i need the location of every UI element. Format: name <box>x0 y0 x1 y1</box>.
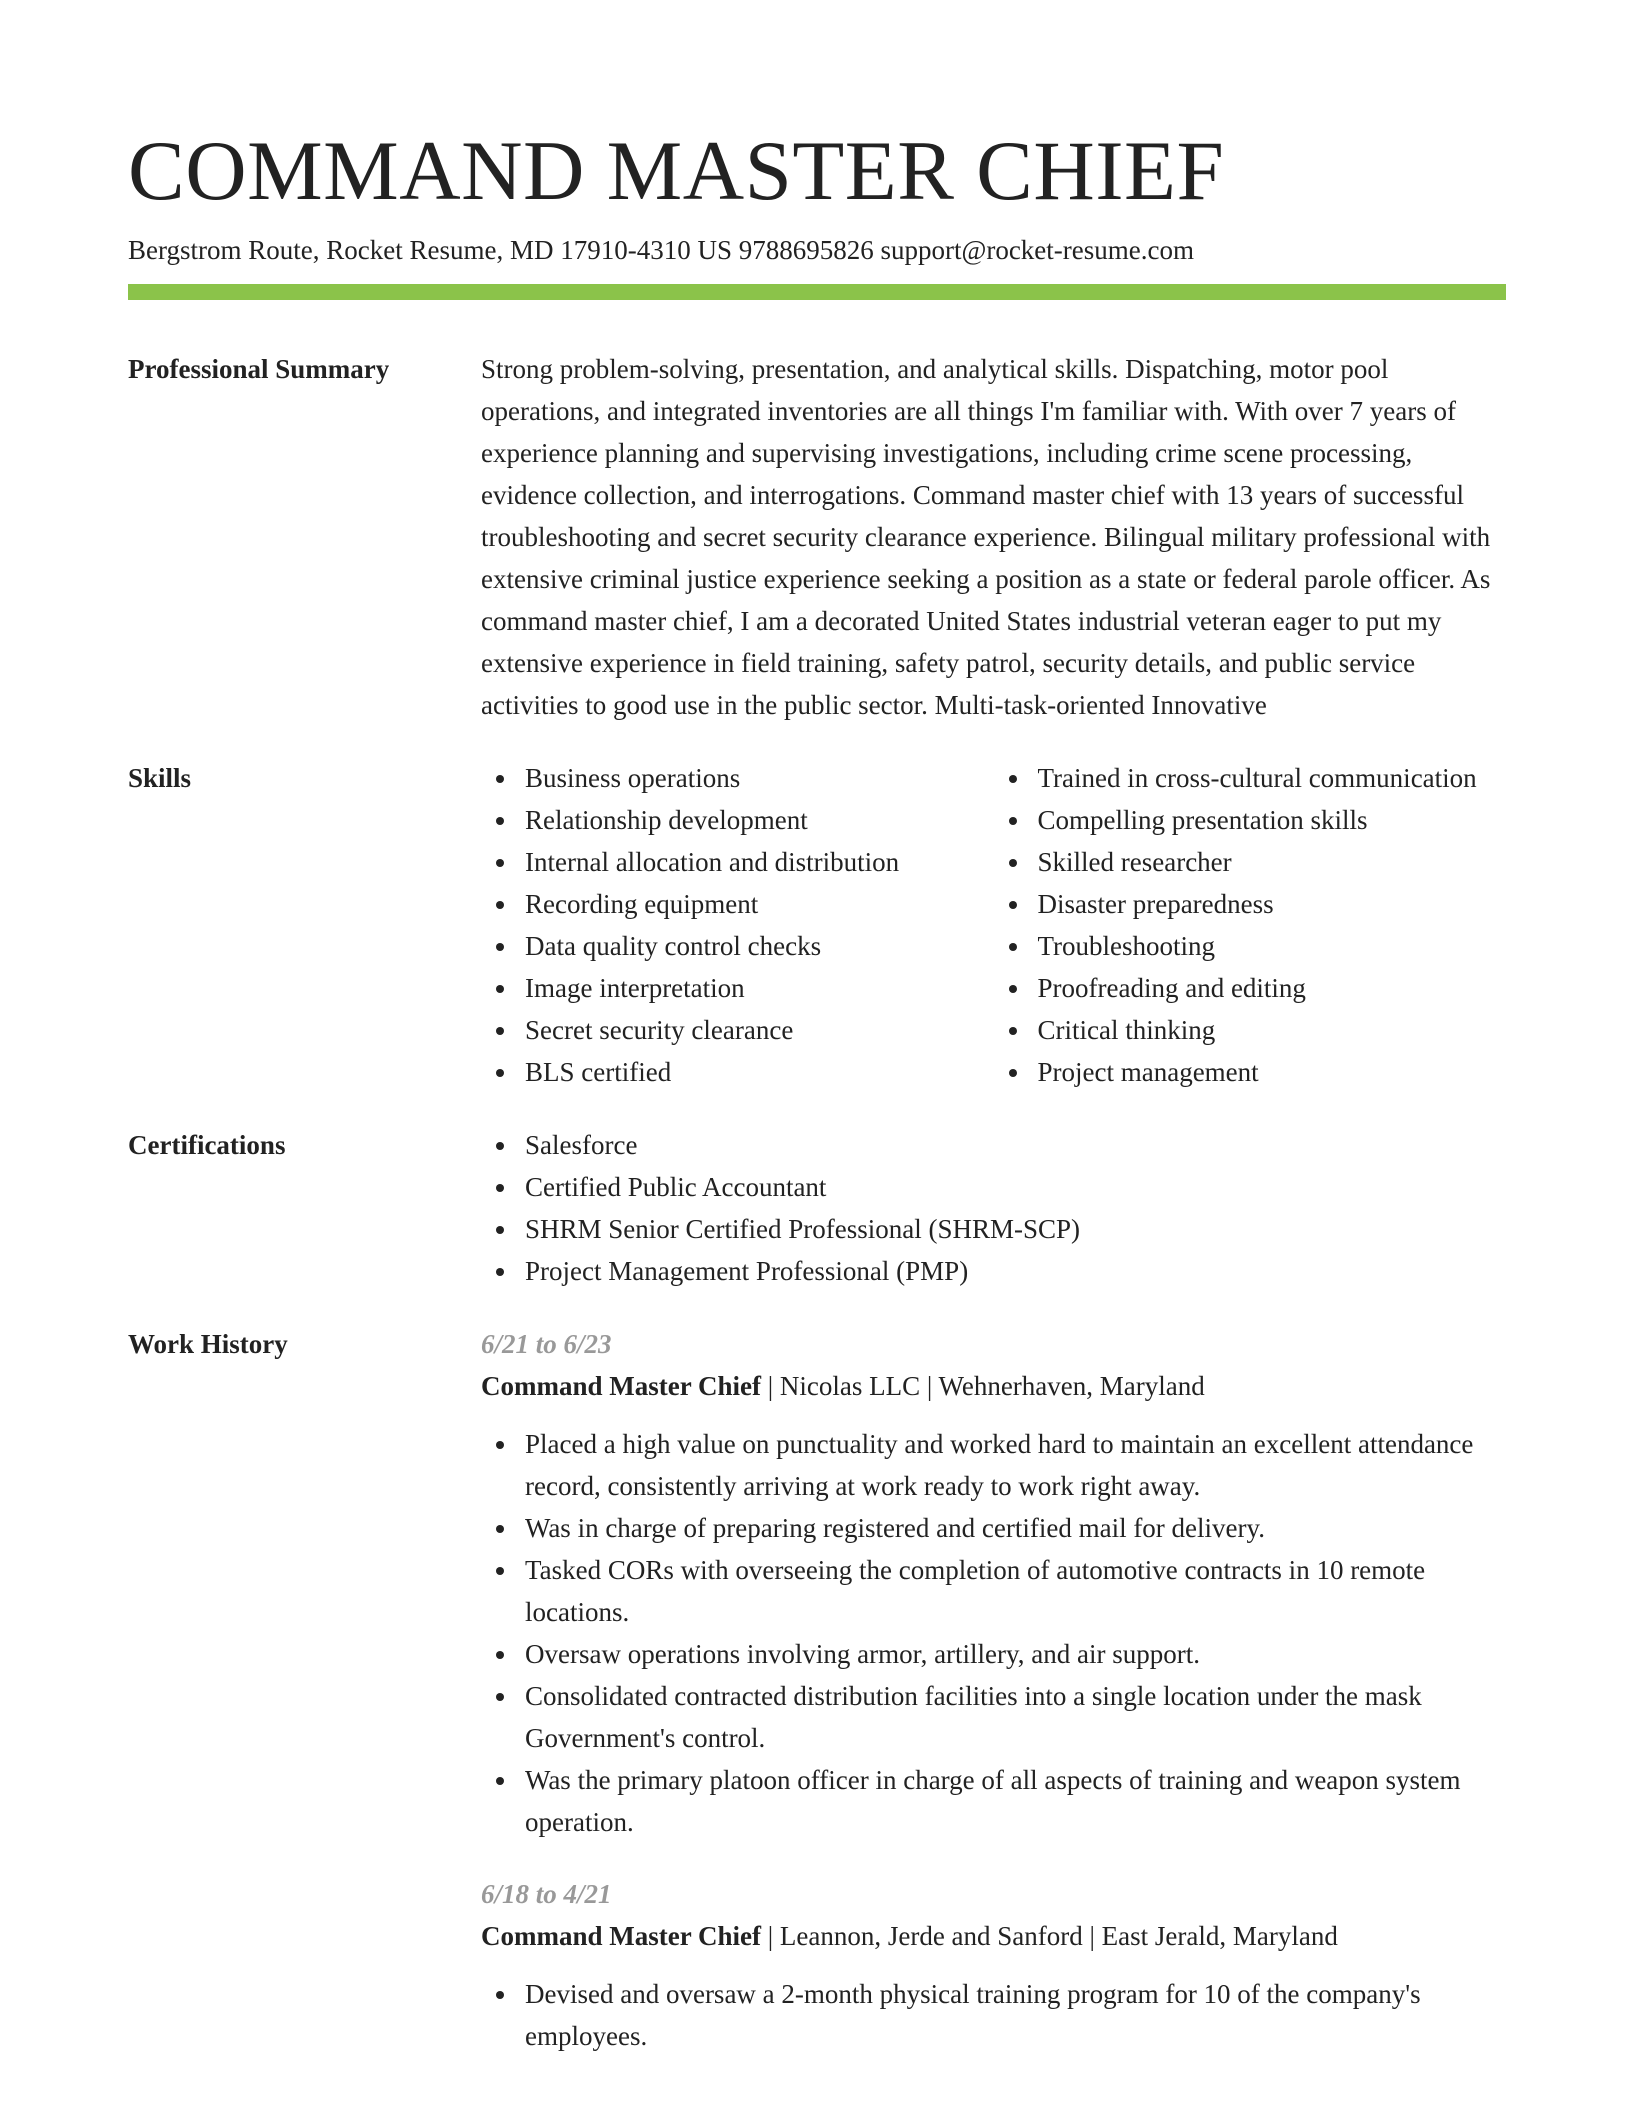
job-heading <box>481 1365 1506 1407</box>
skills-section <box>128 757 1506 1093</box>
summary-heading: Professional Summary <box>128 354 390 384</box>
skill-item: Project management <box>1038 1051 1507 1093</box>
skills-body <box>481 757 1506 1093</box>
job-title: Command Master Chief <box>481 1921 761 1951</box>
summary-body <box>481 348 1506 726</box>
job-heading <box>481 1915 1506 1957</box>
skill-item: Relationship development <box>525 799 994 841</box>
certifications-list <box>481 1124 1506 1292</box>
skill-item: Internal allocation and distribution <box>525 841 994 883</box>
responsibility-item: Devised and oversaw a 2-month physical training program for 10 of the company's employees. <box>525 1973 1506 2057</box>
summary-section <box>128 348 1506 726</box>
responsibility-item: Placed a high value on punctuality and worked hard to maintain an excellent attendance record, consistently arriving at work ready to work right away. <box>525 1423 1506 1507</box>
job-title: Command Master Chief <box>481 1371 761 1401</box>
skill-item: Image interpretation <box>525 967 994 1009</box>
skill-item: Troubleshooting <box>1038 925 1507 967</box>
skill-item: Critical thinking <box>1038 1009 1507 1051</box>
certification-item: Salesforce <box>525 1124 1506 1166</box>
skill-item: Skilled researcher <box>1038 841 1507 883</box>
contact-line: Bergstrom Route, Rocket Resume, MD 17910-4310 US 9788695826 support@rocket-resume.com <box>128 235 1194 265</box>
job-dates: 6/21 to 6/23 <box>481 1329 612 1359</box>
certification-item: Project Management Professional (PMP) <box>525 1250 1506 1292</box>
skill-item: BLS certified <box>525 1051 994 1093</box>
skills-heading: Skills <box>128 763 192 793</box>
work-history-body <box>481 1323 1506 2057</box>
skill-item: Compelling presentation skills <box>1038 799 1507 841</box>
job-employer-location: | Leannon, Jerde and Sanford | East Jerald, Maryland <box>760 1921 1338 1951</box>
job-responsibilities <box>481 1423 1506 1843</box>
skill-item: Recording equipment <box>525 883 994 925</box>
skills-list-right <box>994 757 1507 1093</box>
responsibility-item: Consolidated contracted distribution facilities into a single location under the mask Government's control. <box>525 1675 1506 1759</box>
job-dates: 6/18 to 4/21 <box>481 1879 612 1909</box>
responsibility-item: Oversaw operations involving armor, artillery, and air support. <box>525 1633 1506 1675</box>
summary-text: Strong problem-solving, presentation, and analytical skills. Dispatching, motor pool operations, and integrated inventories are all things I'm familiar with. With over 7 years of experience planning and supervising investigations, including crime scene processing, evidence collection, and interrogations. Command master chief with 13 years of successful troubleshooting and secret security clearance experience. Bilingual military professional with extensive criminal justice experience seeking a position as a state or federal parole officer. As command master chief, I am a decorated United States industrial veteran eager to put my extensive experience in field training, safety patrol, security details, and public service activities to good use in the public sector. Multi-task-oriented Innovative <box>481 354 1491 720</box>
work-history-heading: Work History <box>128 1329 288 1359</box>
job-employer-location: | Nicolas LLC | Wehnerhaven, Maryland <box>760 1371 1205 1401</box>
skill-item: Data quality control checks <box>525 925 994 967</box>
job-entry <box>481 1873 1506 2057</box>
skill-item: Trained in cross-cultural communication <box>1038 757 1507 799</box>
resume-page <box>128 0 1506 2057</box>
responsibility-item: Tasked CORs with overseeing the completion of automotive contracts in 10 remote locations. <box>525 1549 1506 1633</box>
accent-divider <box>128 284 1506 300</box>
skills-list-left <box>481 757 994 1093</box>
certification-item: Certified Public Accountant <box>525 1166 1506 1208</box>
responsibility-item: Was in charge of preparing registered and certified mail for delivery. <box>525 1507 1506 1549</box>
job-entry <box>481 1323 1506 1843</box>
certification-item: SHRM Senior Certified Professional (SHRM-SCP) <box>525 1208 1506 1250</box>
skill-item: Business operations <box>525 757 994 799</box>
skill-item: Proofreading and editing <box>1038 967 1507 1009</box>
skill-item: Disaster preparedness <box>1038 883 1507 925</box>
responsibility-item: Was the primary platoon officer in charge of all aspects of training and weapon system operation. <box>525 1759 1506 1843</box>
skill-item: Secret security clearance <box>525 1009 994 1051</box>
certifications-section <box>128 1124 1506 1292</box>
candidate-name: COMMAND MASTER CHIEF <box>128 124 1225 218</box>
certifications-heading: Certifications <box>128 1130 286 1160</box>
work-history-section <box>128 1323 1506 2057</box>
certifications-body <box>481 1124 1506 1292</box>
job-responsibilities <box>481 1973 1506 2057</box>
